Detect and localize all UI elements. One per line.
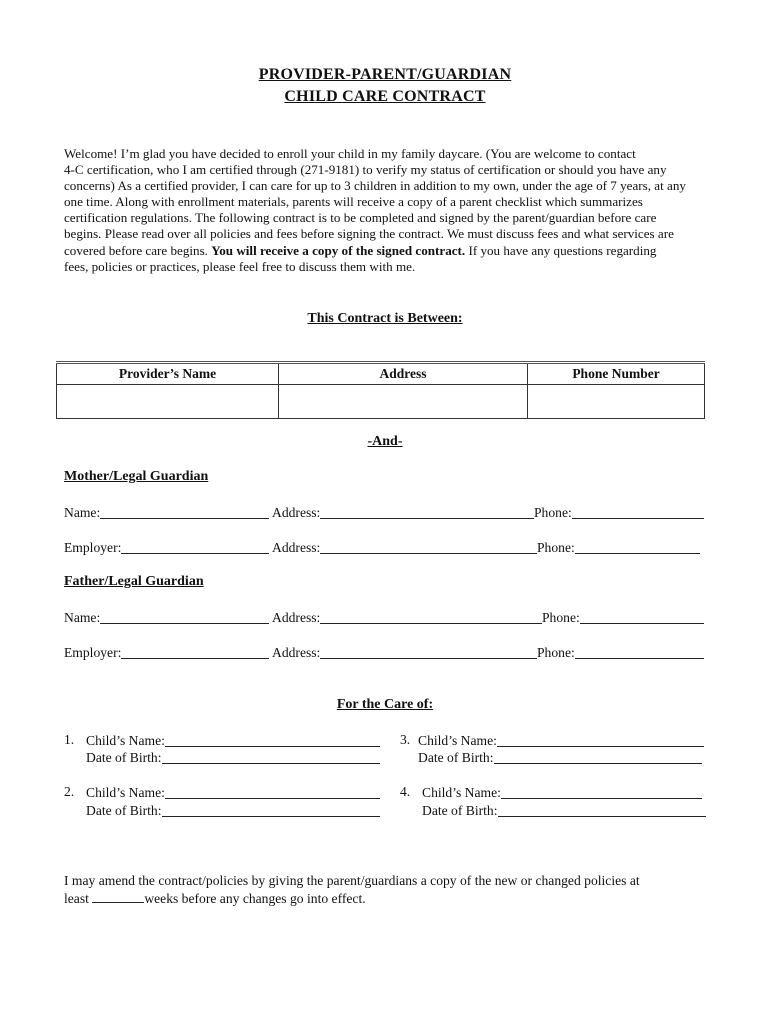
child-3-dob-label: Date of Birth: <box>418 750 494 765</box>
child-4-number: 4. <box>400 784 411 799</box>
mother-name-field[interactable] <box>64 504 269 521</box>
father-guardian-heading: Father/Legal Guardian <box>64 574 204 589</box>
table-header-row <box>57 363 705 385</box>
weeks-notice-input[interactable] <box>92 889 144 903</box>
amendment-text: weeks before any changes go into effect. <box>144 891 366 906</box>
father-employer-phone-input[interactable] <box>575 644 704 659</box>
mother-employer-address-label: Address: <box>272 540 321 555</box>
child-2-name-field[interactable] <box>86 784 380 801</box>
child-3-name-label: Child’s Name: <box>418 733 497 748</box>
amendment-line: I may amend the contract/policies by giving the parent/guardians a copy of the new or changed policies at <box>64 873 640 888</box>
mother-address-input[interactable] <box>320 504 534 519</box>
mother-guardian-heading: Mother/Legal Guardian <box>64 469 209 484</box>
child-2-name-input[interactable] <box>165 784 380 799</box>
mother-employer-phone-input[interactable] <box>575 539 700 554</box>
mother-employer-address-field[interactable] <box>272 539 537 556</box>
child-4-name-field[interactable] <box>422 784 702 801</box>
child-4-dob-label: Date of Birth: <box>422 803 498 818</box>
provider-name-header: Provider’s Name <box>57 363 279 385</box>
intro-text: If you have any questions regarding <box>465 242 657 258</box>
mother-phone-label: Phone: <box>534 505 572 520</box>
child-2-dob-input[interactable] <box>162 802 380 817</box>
intro-text: covered before care begins. <box>64 242 212 258</box>
mother-address-label: Address: <box>272 505 321 520</box>
address-header: Address <box>279 363 528 385</box>
intro-line: 4-C certification, who I am certified through (271-9181) to verify my status of certification or should you have any <box>64 162 667 178</box>
father-name-field[interactable] <box>64 609 269 626</box>
contract-between-heading: This Contract is Between: <box>307 311 463 326</box>
and-separator: -And- <box>367 434 403 449</box>
father-employer-field[interactable] <box>64 644 269 661</box>
father-phone-field[interactable] <box>542 609 704 626</box>
care-of-heading: For the Care of: <box>336 697 434 712</box>
mother-employer-phone-label: Phone: <box>537 540 575 555</box>
child-1-number: 1. <box>64 732 75 747</box>
intro-line: Welcome! I’m glad you have decided to enroll your child in my family daycare. (You are welcome to contact <box>64 146 636 161</box>
table-row <box>57 385 705 419</box>
child-1-name-field[interactable] <box>86 732 380 749</box>
intro-line: concerns) As a certified provider, I can care for up to 3 children in addition to my own, under the age of 7 years, at any <box>64 178 686 194</box>
mother-employer-label: Employer: <box>64 540 122 555</box>
intro-line: begins. Please read over all policies and fees before signing the contract. We must discuss fees and what services are <box>64 226 674 242</box>
child-3-dob-input[interactable] <box>494 749 702 764</box>
provider-address-cell[interactable] <box>279 385 528 419</box>
child-4-dob-input[interactable] <box>498 802 706 817</box>
child-3-name-field[interactable] <box>418 732 704 749</box>
mother-employer-address-input[interactable] <box>320 539 537 554</box>
mother-employer-input[interactable] <box>121 539 269 554</box>
child-1-name-input[interactable] <box>165 732 380 747</box>
father-employer-input[interactable] <box>121 644 269 659</box>
child-4-name-label: Child’s Name: <box>422 785 501 800</box>
father-address-label: Address: <box>272 610 321 625</box>
document-title-line-2: CHILD CARE CONTRACT <box>284 88 486 105</box>
mother-phone-input[interactable] <box>572 504 704 519</box>
mother-employer-phone-field[interactable] <box>537 539 700 556</box>
mother-phone-field[interactable] <box>534 504 704 521</box>
welcome-paragraph <box>64 146 714 275</box>
child-4-name-input[interactable] <box>501 784 702 799</box>
father-address-input[interactable] <box>320 609 542 624</box>
child-1-dob-input[interactable] <box>162 749 380 764</box>
father-phone-label: Phone: <box>542 610 580 625</box>
child-2-number: 2. <box>64 784 75 799</box>
child-3-number: 3. <box>400 732 411 747</box>
father-employer-label: Employer: <box>64 645 122 660</box>
intro-line <box>64 243 714 259</box>
mother-name-input[interactable] <box>100 504 269 519</box>
father-employer-phone-field[interactable] <box>537 644 704 661</box>
father-employer-address-field[interactable] <box>272 644 537 661</box>
amendment-paragraph <box>64 872 714 907</box>
child-2-dob-label: Date of Birth: <box>86 803 162 818</box>
signed-copy-notice: You will receive a copy of the signed contract. <box>211 242 466 258</box>
amendment-line <box>64 889 714 907</box>
father-employer-address-input[interactable] <box>320 644 537 659</box>
provider-phone-cell[interactable] <box>528 385 705 419</box>
mother-name-label: Name: <box>64 505 101 520</box>
child-3-name-input[interactable] <box>497 732 704 747</box>
provider-info-table <box>56 361 705 419</box>
amendment-text: least <box>64 891 93 906</box>
father-phone-input[interactable] <box>580 609 704 624</box>
child-4-dob-field[interactable] <box>422 802 706 819</box>
phone-number-header: Phone Number <box>528 363 705 385</box>
intro-line: one time. Along with enrollment materials, parents will receive a copy of a parent checklist which summarizes <box>64 194 643 210</box>
father-address-field[interactable] <box>272 609 542 626</box>
father-name-input[interactable] <box>100 609 269 624</box>
father-employer-phone-label: Phone: <box>537 645 575 660</box>
father-name-label: Name: <box>64 610 101 625</box>
document-title-line-1: PROVIDER-PARENT/GUARDIAN <box>258 66 512 83</box>
intro-line: fees, policies or practices, please feel free to discuss them with me. <box>64 258 416 274</box>
child-1-dob-field[interactable] <box>86 749 380 766</box>
provider-name-cell[interactable] <box>57 385 279 419</box>
child-1-dob-label: Date of Birth: <box>86 750 162 765</box>
child-1-name-label: Child’s Name: <box>86 733 165 748</box>
mother-employer-field[interactable] <box>64 539 269 556</box>
child-2-dob-field[interactable] <box>86 802 380 819</box>
mother-address-field[interactable] <box>272 504 534 521</box>
child-2-name-label: Child’s Name: <box>86 785 165 800</box>
intro-line: certification regulations. The following contract is to be completed and signed by the parent/guardian before care <box>64 210 657 226</box>
father-employer-address-label: Address: <box>272 645 321 660</box>
child-3-dob-field[interactable] <box>418 749 702 766</box>
